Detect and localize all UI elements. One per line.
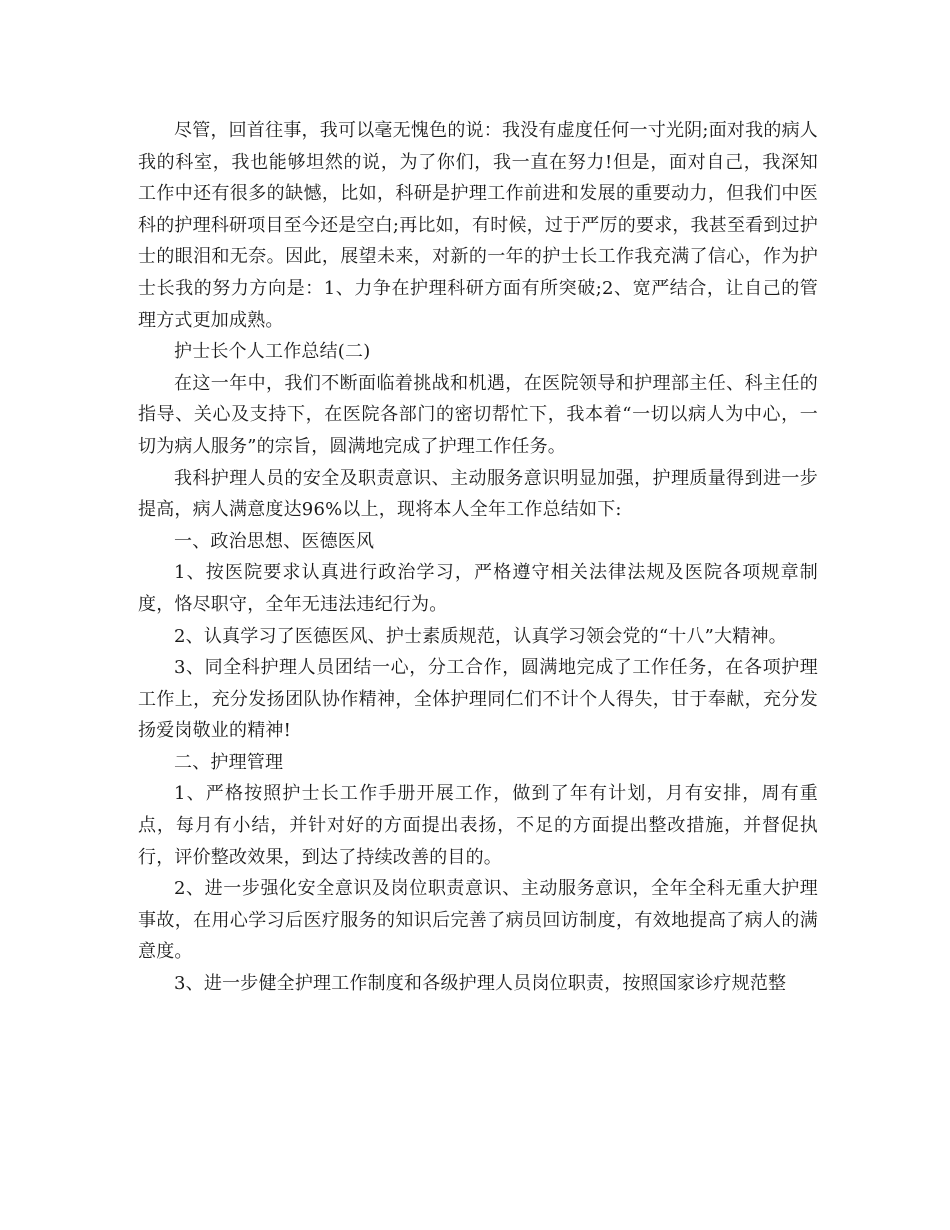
document-body: [138, 115, 818, 1000]
section-title: 护士长个人工作总结(二): [174, 341, 371, 363]
paragraph-management-3: 3、进一步健全护理工作制度和各级护理人员岗位职责，按照国家诊疗规范整: [174, 973, 787, 995]
paragraph-management-2: 2、进一步强化安全意识及岗位职责意识、主动服务意识，全年全科无重大护理事故，在用心学习后医疗服务的知识后完善了病员回访制度，有效地提高了病人的满意度。: [138, 878, 818, 963]
paragraph-reflection: 尽管，回首往事，我可以毫无愧色的说：我没有虚度任何一寸光阴;面对我的病人我的科室，我也能够坦然的说，为了你们，我一直在努力!但是，面对自己，我深知工作中还有很多的缺憾，比如，科研是护理工作前进和发展的重要动力，但我们中医科的护理科研项目至今还是空白;再比如，有时候，过于严厉的要求，我甚至看到过护士的眼泪和无奈。因此，展望未来，对新的一年的护士长工作我充满了信心，作为护士长我的努力方向是：1、力争在护理科研方面有所突破;2、宽严结合，让自己的管理方式更加成熟。: [138, 120, 818, 331]
paragraph-politics-2: 2、认真学习了医德医风、护士素质规范，认真学习领会党的“十八”大精神。: [174, 625, 787, 647]
heading-management: 二、护理管理: [174, 751, 284, 773]
paragraph-summary: 我科护理人员的安全及职责意识、主动服务意识明显加强，护理质量得到进一步提高，病人满意度达96%以上，现将本人全年工作总结如下:: [138, 467, 818, 521]
paragraph-intro: 在这一年中，我们不断面临着挑战和机遇，在医院领导和护理部主任、科主任的指导、关心及支持下，在医院各部门的密切帮忙下，我本着“一切以病人为中心，一切为病人服务”的宗旨，圆满地完成了护理工作任务。: [138, 372, 818, 457]
heading-politics: 一、政治思想、医德医风: [174, 530, 375, 552]
paragraph-politics-3: 3、同全科护理人员团结一心，分工合作，圆满地完成了工作任务，在各项护理工作上，充分发扬团队协作精神，全体护理同仁们不计个人得失，甘于奉献，充分发扬爱岗敬业的精神!: [138, 657, 818, 742]
paragraph-politics-1: 1、按医院要求认真进行政治学习，严格遵守相关法律法规及医院各项规章制度，恪尽职守，全年无违法违纪行为。: [138, 562, 818, 615]
paragraph-management-1: 1、严格按照护士长工作手册开展工作，做到了年有计划，月有安排，周有重点，每月有小结，并针对好的方面提出表扬，不足的方面提出整改措施，并督促执行，评价整改效果，到达了持续改善的目的。: [138, 783, 818, 868]
